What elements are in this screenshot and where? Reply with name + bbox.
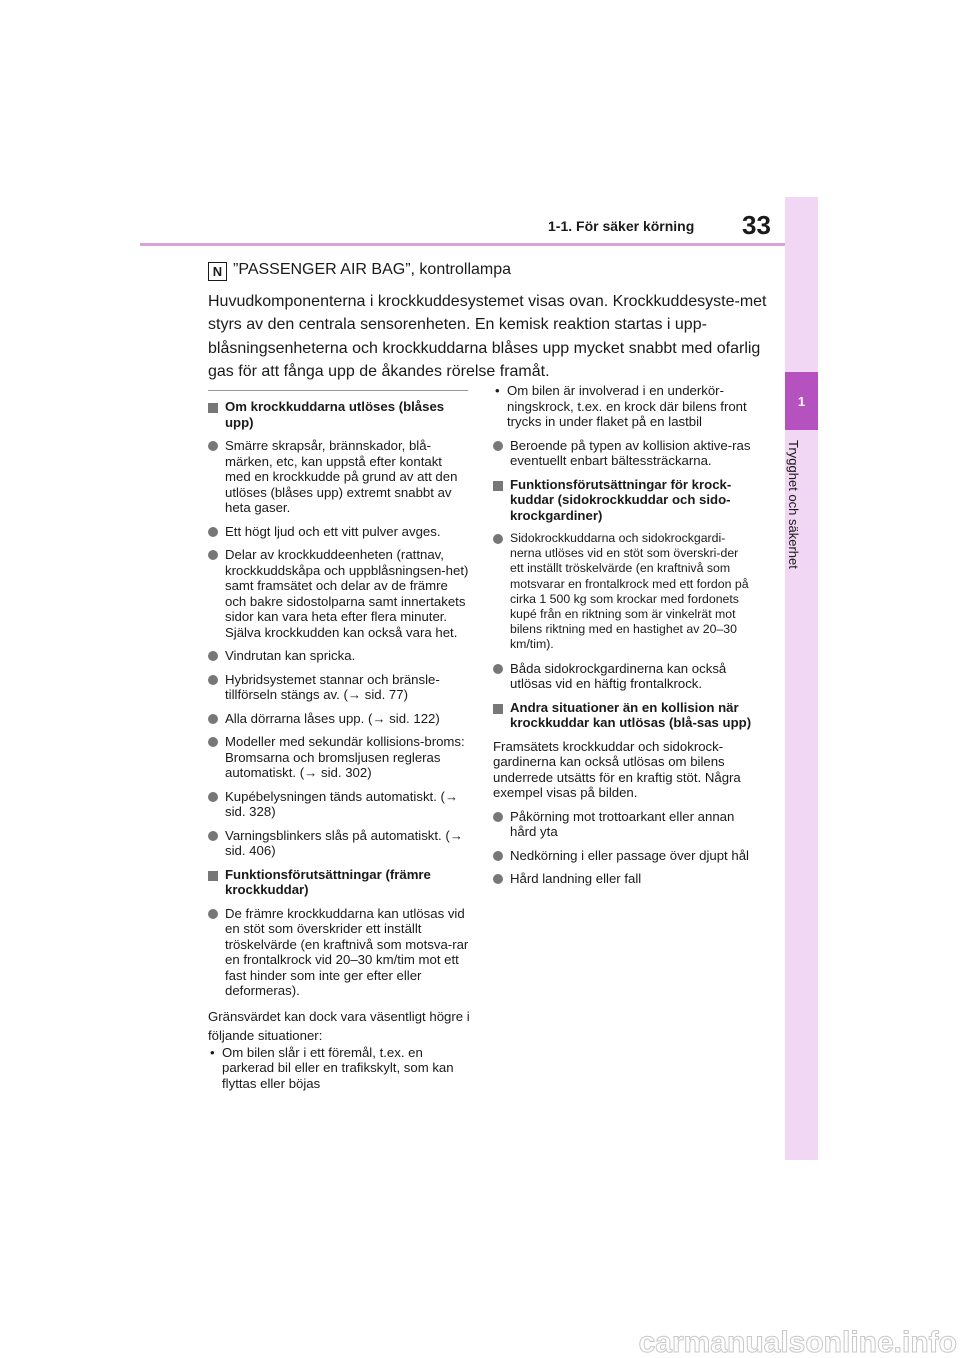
dot-list-item (493, 383, 755, 430)
circle-bullet-icon (208, 651, 218, 661)
list-item (208, 789, 470, 820)
heading-text: Andra situationer än en kollision när krockkuddar kan utlösas (blå-sas upp) (510, 699, 752, 731)
list-item-text: Påkörning mot trottoarkant eller annan hård yta (510, 808, 735, 840)
list-item-text: Båda sidokrockgardinerna kan också utlösas vid en häftig frontalkrock. (510, 660, 727, 692)
list-item-text: Ett högt ljud och ett vitt pulver avges. (225, 523, 441, 539)
circle-bullet-icon (493, 812, 503, 822)
square-bullet-icon (208, 871, 218, 881)
list-item-text: Sidokrockkuddarna och sidokrockgardi-nerna utlöses vid en stöt som överskri-der ett inställt tröskelvärde (en kraftnivå som motsvarar en frontalkrock med ett fordon på cirka 1 500 kg som krockar med fordonets kupé från en riktning som är vinkelrät mot bilens riktning med en hastighet av 20–30 km/tim). (510, 531, 749, 652)
list-item-text: Om bilen slår i ett föremål, t.ex. en parkerad bil eller en trafikskylt, som kan flyttas eller böjas (222, 1044, 454, 1091)
heading-side-airbags (493, 477, 755, 524)
circle-bullet-icon (493, 441, 503, 451)
chapter-title-vertical: Trygghet och säkerhet (786, 440, 801, 569)
circle-bullet-icon (493, 851, 503, 861)
intro-block (208, 258, 768, 384)
watermark-text: carmanualsonline.info (638, 1326, 957, 1358)
square-bullet-icon (493, 481, 503, 491)
list-item-text: Smärre skrapsår, brännskador, blå-märken, etc, kan uppstå efter kontakt med en krockkudde på grund av att den utlöses (blåses upp) extremt snabbt av heta gaser. (225, 438, 458, 515)
left-column (208, 399, 470, 1099)
circle-bullet-icon (208, 737, 218, 747)
list-item (493, 848, 755, 864)
list-item-text: Om bilen är involverad i en underkör-ningskrock, t.ex. en krock där bilens front trycks in under flaket på en lastbil (507, 383, 747, 429)
heading-text: Om krockkuddarna utlöses (blåses upp) (225, 399, 445, 430)
circle-bullet-icon (208, 831, 218, 841)
list-item-text: Hård landning eller fall (510, 871, 642, 887)
heading-text: Funktionsförutsättningar för krock-kuddar (sidokrockkuddar och sido-krockgardiner) (510, 476, 732, 523)
heading-deploy (208, 399, 470, 430)
list-item (208, 524, 470, 540)
list-item (493, 871, 755, 887)
circle-bullet-icon (208, 441, 218, 451)
list-item-text: Modeller med sekundär kollisions-broms: Bromsarna och bromsljusen regleras automatiskt. (→ sid. 302) (225, 734, 465, 780)
list-item-text: Kupébelysningen tänds automatiskt. (→ sid. 328) (225, 788, 459, 819)
list-item (493, 661, 755, 692)
body-paragraph: Gränsvärdet kan dock vara väsentligt högre i följande situationer: (208, 1008, 470, 1043)
circle-bullet-icon (208, 675, 218, 685)
square-bullet-icon (208, 403, 218, 413)
right-column (493, 383, 755, 895)
dot-list-item (208, 1045, 470, 1092)
intro-paragraph: Huvudkomponenterna i krockkuddesystemet visas ovan. Krockkuddesyste-met styrs av den centrala sensorenheten. En kemisk reaktion startas i upp-blåsningsenheterna och krockkuddarna blåses upp mycket snabbt med ofarlig gas för att fånga upp de åkandes rörelse framåt. (208, 292, 767, 380)
list-item (208, 828, 470, 859)
square-bullet-icon (493, 704, 503, 714)
header-rule (140, 243, 785, 246)
list-item-text: De främre krockkuddarna kan utlösas vid en stöt som överskrider ett inställt tröskelvärde (en kraftnivå som motsva-rar en frontalkrock vid 20–30 km/tim mot ett fast hinder som inte ger efter eller deformeras). (225, 905, 469, 998)
list-item (493, 438, 755, 469)
list-item (493, 809, 755, 840)
chapter-number-box: 1 (785, 372, 818, 430)
section-title: 1-1. För säker körning (548, 218, 695, 234)
circle-bullet-icon (493, 664, 503, 674)
body-paragraph: Framsätets krockkuddar och sidokrock-gardinerna kan också utlösas om bilens underrede utsätts för en kraftig stöt. Några exempel visas på bilden. (493, 738, 741, 801)
list-item (208, 734, 470, 781)
heading-other-situations (493, 700, 755, 731)
list-item (493, 531, 755, 653)
dot-bullet-icon: • (495, 383, 500, 398)
badge-n-icon: N (208, 262, 227, 281)
dot-bullet-icon: • (210, 1044, 215, 1060)
circle-bullet-icon (208, 909, 218, 919)
list-item (208, 648, 470, 664)
list-item-text: Hybridsystemet stannar och bränsle-tillförseln stängs av. (→ sid. 77) (225, 671, 440, 702)
list-item-text: Alla dörrarna låses upp. (→ sid. 122) (225, 710, 440, 726)
list-item (208, 547, 470, 640)
list-item-text: Nedkörning i eller passage över djupt hål (510, 847, 749, 863)
page-number: 33 (742, 210, 771, 240)
list-item (208, 438, 470, 516)
circle-bullet-icon (208, 714, 218, 724)
list-item-text: Delar av krockkuddeenheten (rattnav, krockkuddskåpa och uppblåsningsen-het) samt framsätet och delar av de främre och bakre sidostolparna samt innertakets sidor kan vara heta efter flera minuter. Själva krockkudden kan också vara het. (225, 547, 469, 640)
item-n-text: ”PASSENGER AIR BAG”, kontrollampa (233, 261, 512, 278)
intro-item-n (208, 258, 768, 282)
heading-text: Funktionsförutsättningar (främre krockkuddar) (225, 866, 431, 897)
circle-bullet-icon (493, 874, 503, 884)
column-divider-rule (208, 390, 468, 391)
list-item-text: Beroende på typen av kollision aktive-ras eventuellt enbart bältessträckarna. (510, 437, 751, 468)
chapter-side-tab (785, 197, 818, 1160)
heading-front-airbags (208, 867, 470, 898)
list-item (208, 672, 470, 703)
watermark-footer (0, 1308, 960, 1358)
circle-bullet-icon (208, 550, 218, 560)
circle-bullet-icon (208, 792, 218, 802)
list-item-text: Vindrutan kan spricka. (225, 648, 356, 663)
list-item (208, 711, 470, 727)
list-item (208, 906, 470, 999)
circle-bullet-icon (493, 534, 503, 544)
circle-bullet-icon (208, 527, 218, 537)
list-item-text: Varningsblinkers slås på automatiskt. (→ sid. 406) (225, 827, 463, 858)
